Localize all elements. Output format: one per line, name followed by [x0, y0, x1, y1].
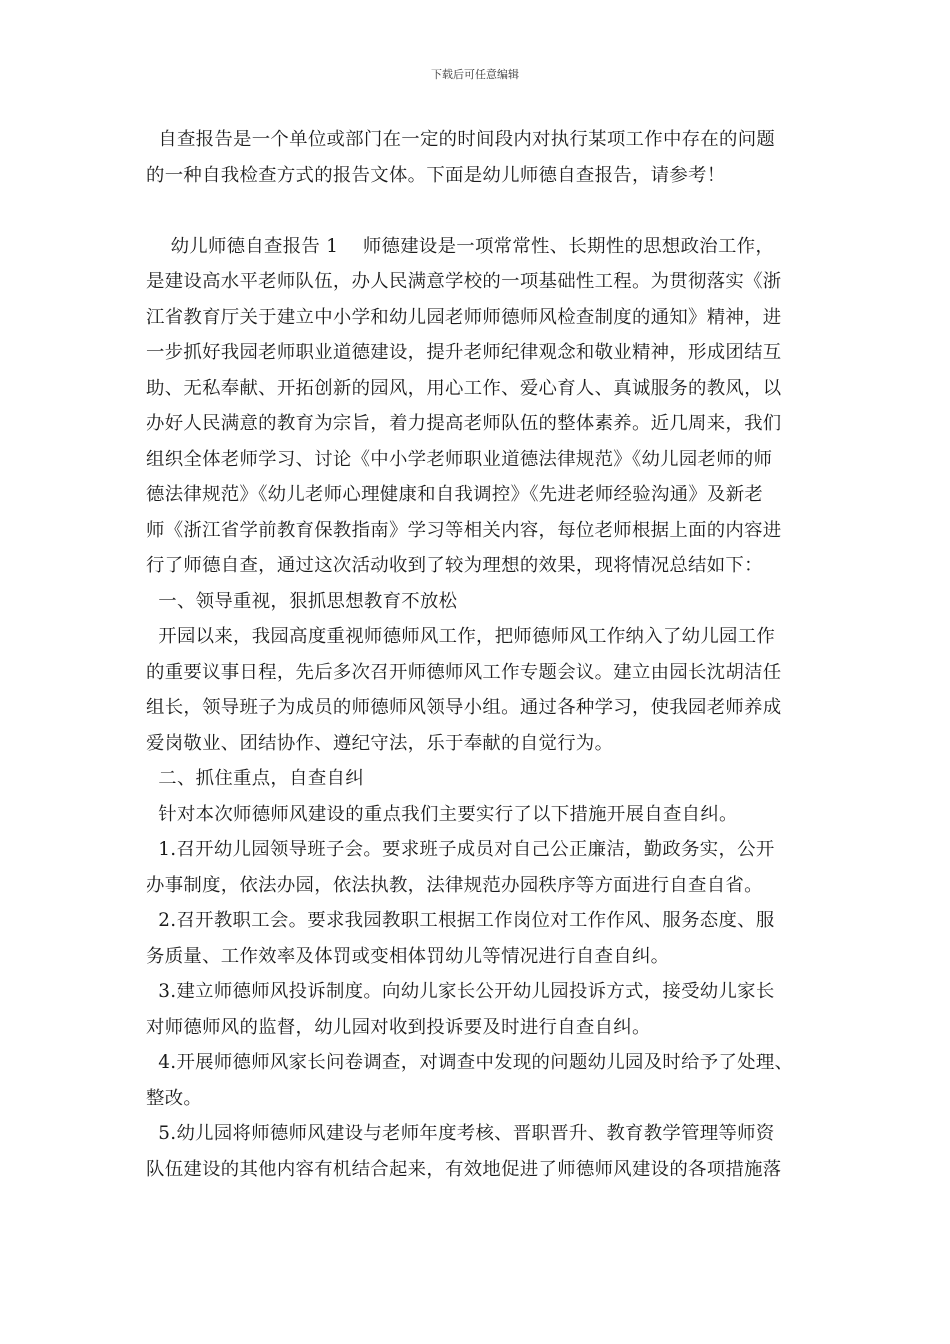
text-line: 办好人民满意的教育为宗旨，着力提高老师队伍的整体素养。近几周来，我们	[146, 413, 782, 434]
text-line: 江省教育厅关于建立中小学和幼儿园老师师德师风检查制度的通知》精神，进	[146, 306, 782, 328]
text-line: 二、抓住重点，自查自纠	[146, 768, 364, 789]
text-line: 对师德师风的监督，幼儿园对收到投诉要及时进行自查自纠。	[146, 1016, 651, 1038]
text-line: 的重要议事日程，先后多次召开师德师风工作专题会议。建立由园长沈胡洁任	[146, 661, 782, 683]
text-line: 师《浙江省学前教育保教指南》学习等相关内容，每位老师根据上面的内容进	[146, 519, 782, 541]
text-line: 针对本次师德师风建设的重点我们主要实行了以下措施开展自查自纠。	[146, 803, 738, 825]
text-line: 的一种自我检查方式的报告文体。下面是幼儿师德自查报告，请参考！	[146, 164, 726, 186]
text-line: 组织全体老师学习、讨论《中小学老师职业道德法律规范》《幼儿园老师的师	[146, 448, 773, 470]
page-header: 下载后可任意编辑	[431, 68, 519, 81]
text-line: 组长，领导班子为成员的师德师风领导小组。通过各种学习，使我园老师养成	[146, 697, 782, 718]
text-line: 整改。	[146, 1087, 203, 1109]
text-line: 是建设高水平老师队伍，办人民满意学校的一项基础性工程。为贯彻落实《浙	[146, 271, 782, 292]
text-line: 一步抓好我园老师职业道德建设，提升老师纪律观念和敬业精神，形成团结互	[146, 342, 782, 363]
text-line: 办事制度，依法办园，依法执教，法律规范办园秩序等方面进行自查自省。	[146, 874, 763, 896]
text-line: 4.开展师德师风家长问卷调查，对调查中发现的问题幼儿园及时给予了处理、	[146, 1052, 794, 1073]
blank-line	[146, 193, 814, 229]
text-line: 5.幼儿园将师德师风建设与老师年度考核、晋职晋升、教育教学管理等师资	[146, 1123, 775, 1144]
text-line: 幼儿师德自查报告 1 师德建设是一项常常性、长期性的思想政治工作，	[146, 235, 775, 257]
text-line: 1.召开幼儿园领导班子会。要求班子成员对自己公正廉洁，勤政务实，公开	[146, 839, 775, 860]
text-line: 一、领导重视，狠抓思想教育不放松	[146, 590, 458, 612]
text-line: 队伍建设的其他内容有机结合起来，有效地促进了师德师风建设的各项措施落	[146, 1158, 782, 1180]
text-line: 务质量、工作效率及体罚或变相体罚幼儿等情况进行自查自纠。	[146, 945, 670, 967]
text-line: 3.建立师德师风投诉制度。向幼儿家长公开幼儿园投诉方式，接受幼儿家长	[146, 981, 775, 1002]
text-line: 行了师德自查，通过这次活动收到了较为理想的效果，现将情况总结如下：	[146, 555, 763, 576]
text-line: 2.召开教职工会。要求我园教职工根据工作岗位对工作作风、服务态度、服	[146, 910, 775, 931]
text-line: 德法律规范》《幼儿老师心理健康和自我调控》《先进老师经验沟通》及新老	[146, 484, 764, 505]
text-line: 助、无私奉献、开拓创新的园风，用心工作、爱心育人、真诚服务的教风，以	[146, 377, 782, 399]
text-line: 爱岗敬业、团结协作、遵纪守法，乐于奉献的自觉行为。	[146, 732, 614, 754]
text-line: 开园以来，我园高度重视师德师风工作，把师德师风工作纳入了幼儿园工作	[146, 626, 776, 647]
document-body	[146, 122, 814, 1187]
text-line: 自查报告是一个单位或部门在一定的时间段内对执行某项工作中存在的问题	[146, 129, 776, 150]
